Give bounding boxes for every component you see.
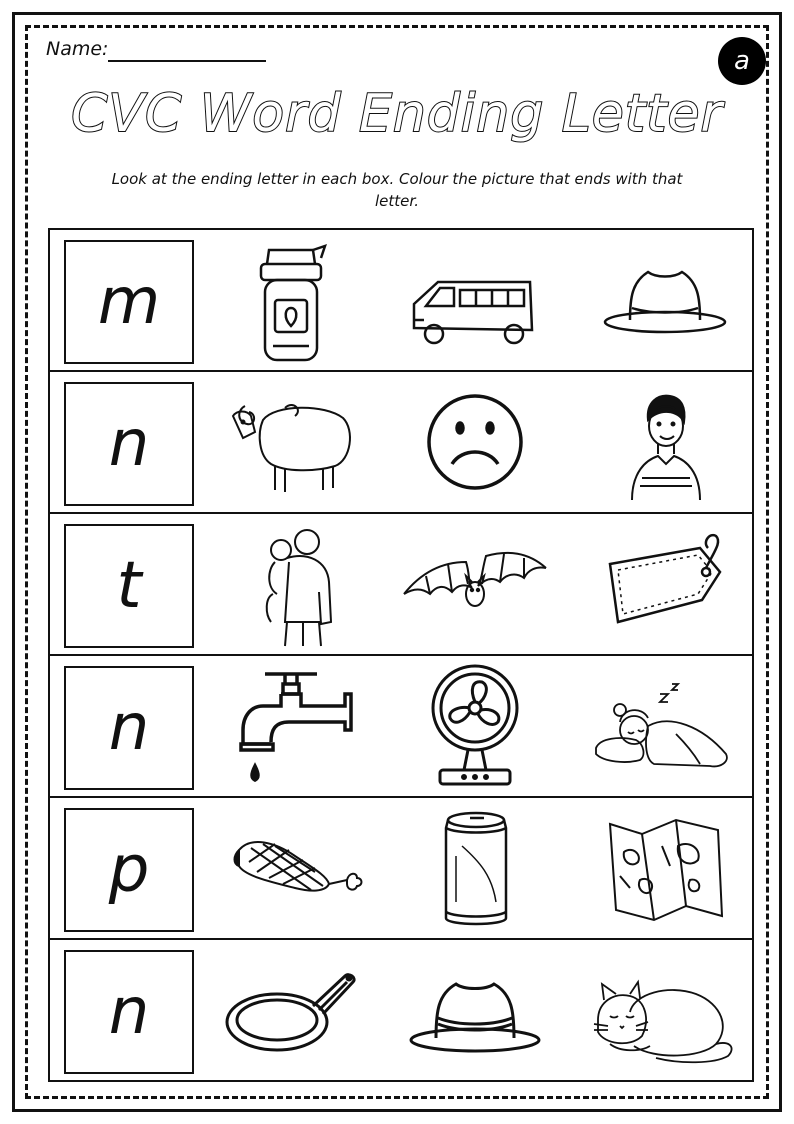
page-title: CVC Word Ending Letter bbox=[71, 84, 723, 144]
row-6 bbox=[50, 940, 752, 1082]
name-label: Name: bbox=[46, 38, 109, 60]
tag-icon[interactable] bbox=[590, 522, 740, 648]
letter-box: n bbox=[64, 950, 194, 1074]
instructions: Look at the ending letter in each box. Colour the picture that ends with that letter. bbox=[111, 170, 683, 210]
van-icon[interactable] bbox=[400, 238, 550, 364]
ram-icon[interactable] bbox=[215, 380, 365, 506]
hat-icon[interactable] bbox=[400, 948, 550, 1074]
row-5 bbox=[50, 798, 752, 940]
fan-icon[interactable] bbox=[400, 664, 550, 790]
ham-icon[interactable] bbox=[215, 806, 365, 932]
can-icon[interactable] bbox=[400, 806, 550, 932]
letter-box: n bbox=[64, 382, 194, 506]
letter-box: p bbox=[64, 808, 194, 932]
pan-icon[interactable] bbox=[215, 948, 365, 1074]
jam-icon[interactable] bbox=[215, 238, 365, 364]
letter-box: m bbox=[64, 240, 194, 364]
letter-box: n bbox=[64, 666, 194, 790]
man-icon[interactable] bbox=[590, 380, 740, 506]
dad-icon[interactable] bbox=[215, 522, 365, 648]
name-line[interactable] bbox=[108, 60, 266, 62]
worksheet-grid bbox=[48, 228, 754, 1082]
bat-icon[interactable] bbox=[400, 522, 550, 648]
row-2 bbox=[50, 372, 752, 514]
nap-icon[interactable] bbox=[590, 664, 740, 790]
hat-icon[interactable] bbox=[590, 238, 740, 364]
row-1 bbox=[50, 230, 752, 372]
tap-icon[interactable] bbox=[215, 664, 365, 790]
map-icon[interactable] bbox=[590, 806, 740, 932]
level-badge: a bbox=[718, 37, 766, 85]
cat-icon[interactable] bbox=[590, 948, 740, 1074]
row-3 bbox=[50, 514, 752, 656]
letter-box: t bbox=[64, 524, 194, 648]
row-4 bbox=[50, 656, 752, 798]
sad-face-icon[interactable] bbox=[400, 380, 550, 506]
